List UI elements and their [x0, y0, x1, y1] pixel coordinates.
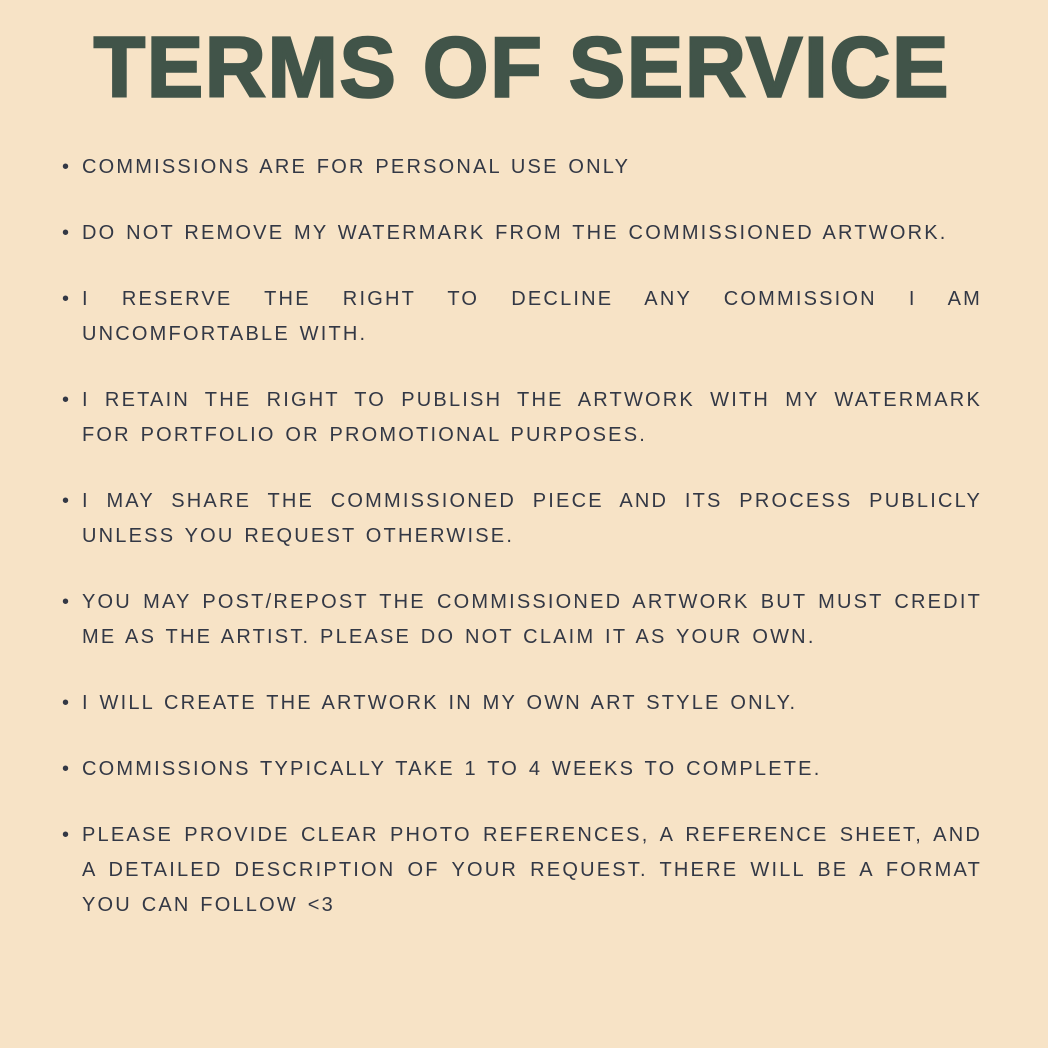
term-item: [62, 818, 982, 923]
term-item: [62, 383, 982, 453]
bullet-icon: •: [62, 222, 72, 244]
bullet-icon: •: [62, 288, 72, 310]
term-text: PLEASE PROVIDE CLEAR PHOTO REFERENCES, A REFERENCE SHEET, AND A DETAILED DESCRIPTION OF YOUR REQUEST. THERE WILL BE A FORMAT YOU CAN FOLLOW <3: [82, 824, 982, 916]
bullet-icon: •: [62, 156, 72, 178]
term-item: [62, 585, 982, 655]
term-item: [62, 282, 982, 352]
term-text: I RETAIN THE RIGHT TO PUBLISH THE ARTWORK WITH MY WATERMARK FOR PORTFOLIO OR PROMOTIONAL PURPOSES.: [82, 389, 982, 446]
bullet-icon: •: [62, 490, 72, 512]
bullet-icon: •: [62, 591, 72, 613]
term-text: I RESERVE THE RIGHT TO DECLINE ANY COMMISSION I AM UNCOMFORTABLE WITH.: [82, 288, 982, 345]
term-text: COMMISSIONS TYPICALLY TAKE 1 TO 4 WEEKS TO COMPLETE.: [82, 758, 822, 780]
term-item: [62, 150, 982, 185]
bullet-icon: •: [62, 389, 72, 411]
term-item: [62, 484, 982, 554]
page-title: TERMS OF SERVICE: [93, 18, 951, 115]
bullet-icon: •: [62, 692, 72, 714]
bullet-icon: •: [62, 824, 72, 846]
term-text: COMMISSIONS ARE FOR PERSONAL USE ONLY: [82, 156, 631, 178]
term-text: DO NOT REMOVE MY WATERMARK FROM THE COMMISSIONED ARTWORK.: [82, 222, 948, 244]
term-item: [62, 752, 982, 787]
term-item: [62, 686, 982, 721]
term-text: I WILL CREATE THE ARTWORK IN MY OWN ART STYLE ONLY.: [82, 692, 798, 714]
term-text: YOU MAY POST/REPOST THE COMMISSIONED ARTWORK BUT MUST CREDIT ME AS THE ARTIST. PLEASE DO NOT CLAIM IT AS YOUR OWN.: [82, 591, 982, 648]
term-item: [62, 216, 982, 251]
term-text: I MAY SHARE THE COMMISSIONED PIECE AND ITS PROCESS PUBLICLY UNLESS YOU REQUEST OTHERWISE.: [82, 490, 982, 547]
terms-list: [62, 150, 982, 923]
bullet-icon: •: [62, 758, 72, 780]
